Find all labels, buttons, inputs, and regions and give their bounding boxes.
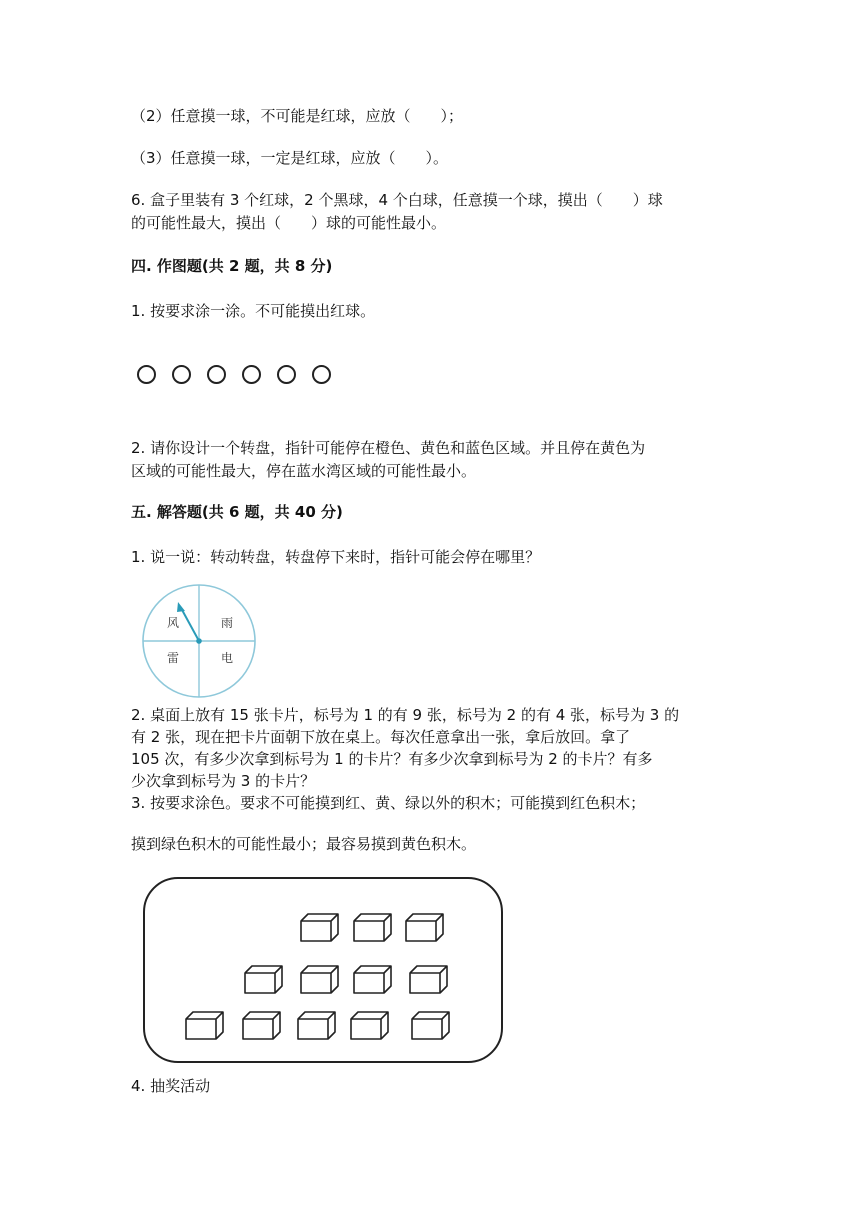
s4-question-2-line-1: 2. 请你设计一个转盘，指针可能停在橙色、黄色和蓝色区域。并且停在黄色为 bbox=[131, 439, 646, 457]
s5-question-2-line-4: 少次拿到标号为 3 的卡片？ bbox=[131, 772, 316, 790]
ball-circle bbox=[242, 365, 261, 384]
s5-question-2-line-1: 2. 桌面上放有 15 张卡片，标号为 1 的有 9 张，标号为 2 的有 4 张，标号为 3 的 bbox=[131, 706, 680, 724]
block-cube bbox=[406, 914, 443, 941]
block-cube bbox=[351, 1012, 388, 1039]
block-cube bbox=[245, 966, 282, 993]
empty-ball-circles bbox=[137, 365, 347, 388]
blocks-box-figure bbox=[142, 876, 506, 1066]
section-5-title: 五. 解答题(共 6 题，共 40 分) bbox=[131, 503, 343, 521]
s4-question-2-line-2: 区域的可能性最大，停在蓝水湾区域的可能性最小。 bbox=[131, 462, 477, 480]
block-cube bbox=[410, 966, 447, 993]
block-cube bbox=[186, 1012, 223, 1039]
block-cube bbox=[243, 1012, 280, 1039]
s5-question-1: 1. 说一说：转动转盘，转盘停下来时，指针可能会停在哪里？ bbox=[131, 548, 541, 566]
s5-question-3-line-1: 3. 按要求涂色。要求不可能摸到红、黄、绿以外的积木；可能摸到红色积木； bbox=[131, 794, 646, 812]
block-cube bbox=[354, 966, 391, 993]
block-cube bbox=[354, 914, 391, 941]
blocks-box-outline bbox=[144, 878, 502, 1062]
block-cube bbox=[301, 966, 338, 993]
q6-line-2: 的可能性最大，摸出（ ）球的可能性最小。 bbox=[131, 214, 447, 232]
spinner-label-lightning: 电 bbox=[221, 651, 234, 665]
q5-item-2: （2）任意摸一球，不可能是红球，应放（ ）； bbox=[131, 107, 464, 125]
block-cube bbox=[298, 1012, 335, 1039]
s4-question-1: 1. 按要求涂一涂。不可能摸出红球。 bbox=[131, 302, 376, 320]
spinner-figure bbox=[141, 584, 259, 702]
section-4-title: 四. 作图题(共 2 题，共 8 分) bbox=[131, 257, 333, 275]
spinner-pointer-head bbox=[177, 602, 185, 612]
spinner-label-thunder: 雷 bbox=[167, 651, 180, 665]
spinner-center bbox=[196, 638, 202, 644]
s5-question-4: 4. 抽奖活动 bbox=[131, 1077, 211, 1095]
s5-question-2-line-3: 105 次，有多少次拿到标号为 1 的卡片？有多少次拿到标号为 2 的卡片？有多 bbox=[131, 750, 653, 768]
spinner-label-rain: 雨 bbox=[221, 616, 234, 630]
ball-circle bbox=[172, 365, 191, 384]
spinner-label-wind: 风 bbox=[167, 616, 180, 630]
s5-question-2-line-2: 有 2 张，现在把卡片面朝下放在桌上。每次任意拿出一张，拿后放回。拿了 bbox=[131, 728, 631, 746]
ball-circle bbox=[277, 365, 296, 384]
block-cube bbox=[412, 1012, 449, 1039]
q6-line-1: 6. 盒子里装有 3 个红球，2 个黑球，4 个白球，任意摸一个球，摸出（ ）球 bbox=[131, 191, 663, 209]
ball-circle bbox=[207, 365, 226, 384]
s5-question-3-line-2: 摸到绿色积木的可能性最小；最容易摸到黄色积木。 bbox=[131, 835, 477, 853]
ball-circle bbox=[312, 365, 331, 384]
block-cube bbox=[301, 914, 338, 941]
q5-item-3: （3）任意摸一球，一定是红球，应放（ ）。 bbox=[131, 149, 449, 167]
ball-circle bbox=[137, 365, 156, 384]
spinner-pointer bbox=[181, 608, 199, 641]
